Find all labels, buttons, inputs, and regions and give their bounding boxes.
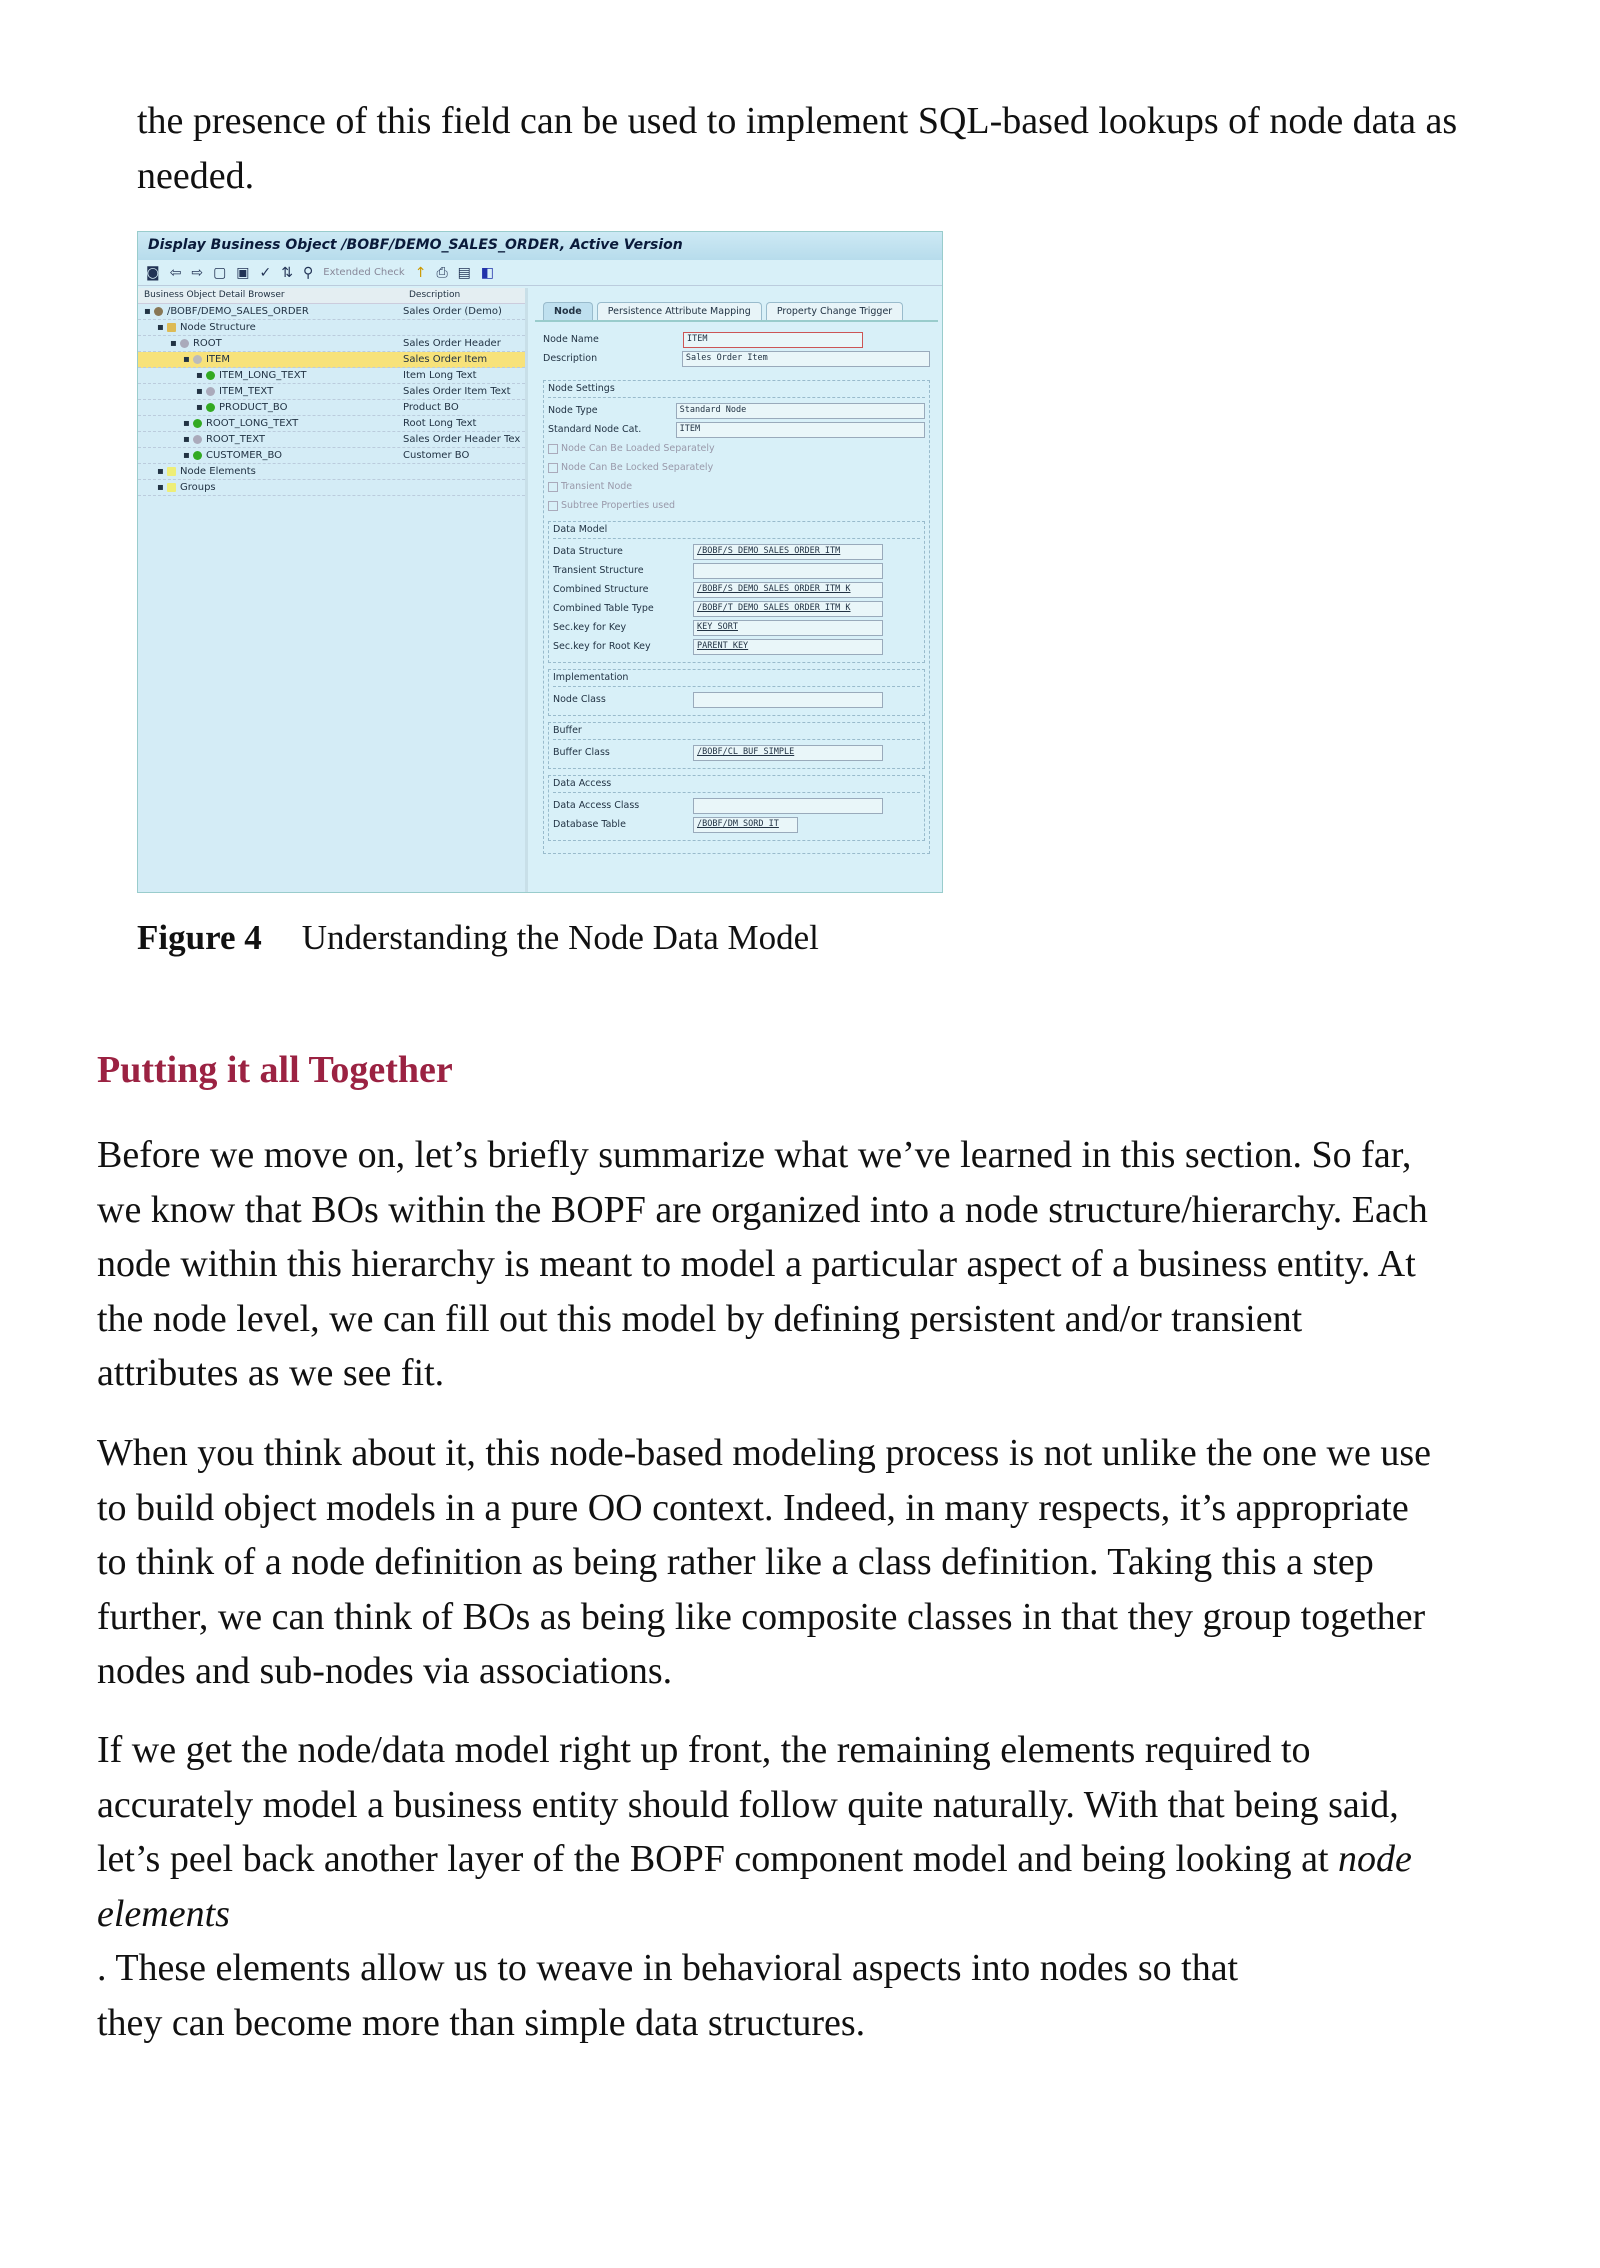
text-line: accurately model a business entity should follow quite naturally. With that being said, <box>97 1783 1399 1826</box>
checkbox-box[interactable] <box>548 482 558 492</box>
expand-icon[interactable]: ▪ <box>183 354 193 365</box>
text-line: the node level, we can fill out this model by defining persistent and/or transient <box>97 1297 1303 1340</box>
field-row <box>553 637 920 656</box>
bo-link-icon <box>206 403 215 412</box>
node-type-select[interactable]: Standard Node <box>676 403 925 419</box>
desc-col-header: Description <box>409 290 461 300</box>
checkbox-label: Subtree Properties used <box>561 500 676 511</box>
expand-icon[interactable]: ▪ <box>170 338 180 349</box>
tree-col-header: Business Object Detail Browser <box>144 290 285 300</box>
node-icon <box>193 435 202 444</box>
node-name-label: Node Name <box>543 334 599 345</box>
tree-node-name: PRODUCT_BO <box>218 402 288 413</box>
paragraph-2 <box>97 1426 1497 1699</box>
caption-label: Figure 4 <box>137 918 262 957</box>
field-row <box>553 542 920 561</box>
tree-node-desc: Customer BO <box>403 450 470 461</box>
tree-node-desc: Sales Order Header <box>403 338 501 349</box>
text-line: further, we can think of BOs as being like composite classes in that they group together <box>97 1595 1426 1638</box>
detail-panel <box>531 288 942 892</box>
text-line: Before we move on, let’s briefly summarize what we’ve learned in this section. So far, <box>97 1134 1412 1176</box>
tree-panel <box>138 288 528 892</box>
tree-node-name: ROOT <box>192 338 222 349</box>
buffer-class-label: Buffer Class <box>553 747 610 758</box>
checkbox[interactable] <box>548 439 925 458</box>
info-icon[interactable]: ↑ <box>414 264 427 281</box>
tree-row[interactable] <box>138 320 525 336</box>
text-line: node within this hierarchy is meant to model a particular aspect of a business entity. At <box>97 1243 1416 1285</box>
tree-node-name: CUSTOMER_BO <box>205 450 283 461</box>
tab-persistence-mapping[interactable]: Persistence Attribute Mapping <box>597 302 762 320</box>
expand-icon[interactable]: ▪ <box>196 386 206 397</box>
field-input[interactable]: /BOBF/S_DEMO_SALES_ORDER_ITM_K <box>693 582 883 598</box>
field-input[interactable]: KEY_SORT <box>693 620 883 636</box>
tree-node-desc: Sales Order (Demo) <box>403 306 502 317</box>
folder-icon <box>167 467 176 476</box>
intro-paragraph: the presence of this field can be used to implement SQL-based lookups of node data as needed. <box>137 100 1458 197</box>
tree-node <box>138 338 403 349</box>
window-title: Display Business Object /BOBF/DEMO_SALES_ORDER, Active Version <box>138 232 942 260</box>
back-icon[interactable]: ⇦ <box>169 264 182 281</box>
open-icon[interactable]: ▣ <box>236 264 250 281</box>
tree-row[interactable] <box>138 480 525 496</box>
tab-property-change-trigger[interactable]: Property Change Trigger <box>766 302 903 320</box>
tree-row[interactable] <box>138 464 525 480</box>
paragraph-1 <box>97 1128 1497 1401</box>
tree-node <box>138 482 403 493</box>
help-icon[interactable]: ◧ <box>480 264 495 281</box>
tree-node-desc: Product BO <box>403 402 459 413</box>
implementation-title: Implementation <box>553 670 920 687</box>
tree-row[interactable] <box>138 448 525 464</box>
tree-node-name: ITEM_LONG_TEXT <box>218 370 307 381</box>
tree-node <box>138 466 403 477</box>
tree-node-name: Node Structure <box>179 322 256 333</box>
text-line: to build object models in a pure OO context. Indeed, in many respects, it’s appropriate <box>97 1486 1409 1529</box>
tree-node-desc: Root Long Text <box>403 418 477 429</box>
field-row <box>553 796 920 815</box>
tree-node <box>138 386 403 397</box>
field-input[interactable] <box>693 563 883 579</box>
tree-node-desc: Item Long Text <box>403 370 477 381</box>
print-icon[interactable]: ⎙ <box>436 264 448 281</box>
tree-row[interactable] <box>138 304 525 320</box>
field-row <box>553 599 920 618</box>
node-class-label: Node Class <box>553 694 606 705</box>
expand-icon[interactable]: ▪ <box>196 370 206 381</box>
field-label: Database Table <box>553 819 626 830</box>
emphasis-text: node elements <box>97 1838 1412 1935</box>
field-row <box>553 561 920 580</box>
expand-icon[interactable]: ▪ <box>183 450 193 461</box>
checkbox[interactable] <box>548 458 925 477</box>
field-row <box>553 618 920 637</box>
node-icon <box>193 419 202 428</box>
tab-node[interactable]: Node <box>543 302 593 320</box>
tree-row[interactable] <box>138 400 525 416</box>
new-icon[interactable]: ▢ <box>213 264 227 281</box>
field-row <box>553 580 920 599</box>
field-label: Combined Structure <box>553 584 649 595</box>
tree-node <box>138 306 403 317</box>
folder-icon <box>167 483 176 492</box>
tree-row[interactable] <box>138 416 525 432</box>
expand-icon[interactable]: ▪ <box>157 466 167 477</box>
std-cat-select[interactable]: ITEM <box>676 422 925 438</box>
expand-icon[interactable]: ▪ <box>157 322 167 333</box>
forward-icon[interactable]: ⇨ <box>191 264 204 281</box>
field-input[interactable] <box>693 798 883 814</box>
buffer-title: Buffer <box>553 723 920 740</box>
caption-text: Understanding the Node Data Model <box>301 918 819 957</box>
checkbox-box[interactable] <box>548 463 558 473</box>
tree-row[interactable] <box>138 432 525 448</box>
field-label: Combined Table Type <box>553 603 654 614</box>
figure-caption <box>137 918 819 958</box>
tree-row[interactable] <box>138 336 525 352</box>
buffer-class-field[interactable]: /BOBF/CL_BUF_SIMPLE <box>693 745 883 761</box>
expand-icon[interactable]: ▪ <box>157 482 167 493</box>
field-input[interactable]: PARENT_KEY <box>693 639 883 655</box>
tree-row[interactable] <box>138 368 525 384</box>
tree-node-name: ROOT_LONG_TEXT <box>205 418 299 429</box>
node-name-field[interactable]: ITEM <box>683 332 863 348</box>
field-input[interactable]: /BOBF/S_DEMO_SALES_ORDER_ITM <box>693 544 883 560</box>
tree-node <box>138 418 403 429</box>
node-icon <box>206 371 215 380</box>
node-icon <box>180 339 189 348</box>
figure-screenshot <box>137 231 943 893</box>
tree-node-desc: Sales Order Item Text <box>403 386 511 397</box>
node-type-label: Node Type <box>548 405 598 416</box>
text-line: they can become more than simple data structures. <box>97 2001 866 2044</box>
expand-icon[interactable]: ▪ <box>183 434 193 445</box>
tree-node-name: ITEM <box>205 354 230 365</box>
tree-node <box>138 354 403 365</box>
std-cat-label: Standard Node Cat. <box>548 424 642 435</box>
checkbox-box[interactable] <box>548 501 558 511</box>
tree-node <box>138 450 403 461</box>
check-object-icon[interactable]: ⚲ <box>303 264 314 281</box>
node-class-field[interactable] <box>693 692 883 708</box>
description-label: Description <box>543 353 598 364</box>
check-icon[interactable]: ✓ <box>259 264 272 281</box>
layout-icon[interactable]: ▤ <box>457 264 471 281</box>
tree-node <box>138 322 403 333</box>
data-model-title: Data Model <box>553 522 920 539</box>
toolbar <box>138 260 942 286</box>
field-label: Data Access Class <box>553 800 640 811</box>
text-line: to think of a node definition as being rather like a class definition. Taking this a step <box>97 1541 1374 1583</box>
field-label: Transient Structure <box>553 565 644 576</box>
text-line: If we get the node/data model right up front, the remaining elements required to <box>97 1729 1311 1771</box>
checkbox-label: Transient Node <box>561 481 633 492</box>
field-label: Sec.key for Root Key <box>553 641 651 652</box>
tree-node-name: /BOBF/DEMO_SALES_ORDER <box>166 306 309 317</box>
field-label: Sec.key for Key <box>553 622 627 633</box>
field-row <box>553 815 920 834</box>
tree-node-desc: Sales Order Header Tex <box>403 434 521 445</box>
data-access-title: Data Access <box>553 776 920 793</box>
checkbox[interactable] <box>548 496 925 515</box>
field-label: Data Structure <box>553 546 623 557</box>
node-settings-title: Node Settings <box>548 381 925 398</box>
tree-node <box>138 434 403 445</box>
text-line: . These elements allow us to weave in behavioral aspects into nodes so that <box>97 1947 1239 1989</box>
checkbox-label: Node Can Be Loaded Separately <box>561 443 715 454</box>
globe-icon <box>154 307 163 316</box>
expand-icon[interactable]: ▪ <box>196 402 206 413</box>
node-icon <box>193 355 202 364</box>
tree-row[interactable] <box>138 384 525 400</box>
tree-node-name: ITEM_TEXT <box>218 386 274 397</box>
text-line: When you think about it, this node-based modeling process is not unlike the one we use <box>97 1432 1431 1474</box>
tree-node-name: Node Elements <box>179 466 256 477</box>
text-line: we know that BOs within the BOPF are organized into a node structure/hierarchy. Each <box>97 1188 1428 1231</box>
folder-icon <box>167 323 176 332</box>
node-icon <box>206 387 215 396</box>
field-input[interactable]: /BOBF/T_DEMO_SALES_ORDER_ITM_K <box>693 601 883 617</box>
section-heading: Putting it all Together <box>97 1049 453 1091</box>
extended-check-button[interactable]: Extended Check <box>323 267 405 278</box>
bo-link-icon <box>193 451 202 460</box>
expand-icon[interactable]: ▪ <box>144 306 154 317</box>
text-line: let’s peel back another layer of the BOPF component model and being looking at <box>97 1838 1339 1880</box>
field-input[interactable]: /BOBF/DM_SORD_IT <box>693 817 798 833</box>
checkbox-label: Node Can Be Locked Separately <box>561 462 714 473</box>
tree-node-name: Groups <box>179 482 216 493</box>
expand-icon[interactable]: ▪ <box>183 418 193 429</box>
text-line: attributes as we see fit. <box>97 1352 445 1394</box>
text-line: nodes and sub-nodes via associations. <box>97 1650 673 1692</box>
tree-node <box>138 370 403 381</box>
checkbox[interactable] <box>548 477 925 496</box>
paragraph-3 <box>97 1723 1497 2050</box>
where-used-icon[interactable]: ⇅ <box>281 264 293 281</box>
tree-node-name: ROOT_TEXT <box>205 434 265 445</box>
description-field[interactable]: Sales Order Item <box>682 351 930 367</box>
display-icon[interactable]: ◙ <box>146 264 160 281</box>
tree-node-desc: Sales Order Item <box>403 354 488 365</box>
tree-row[interactable] <box>138 352 525 368</box>
tree-node <box>138 402 403 413</box>
checkbox-box[interactable] <box>548 444 558 454</box>
